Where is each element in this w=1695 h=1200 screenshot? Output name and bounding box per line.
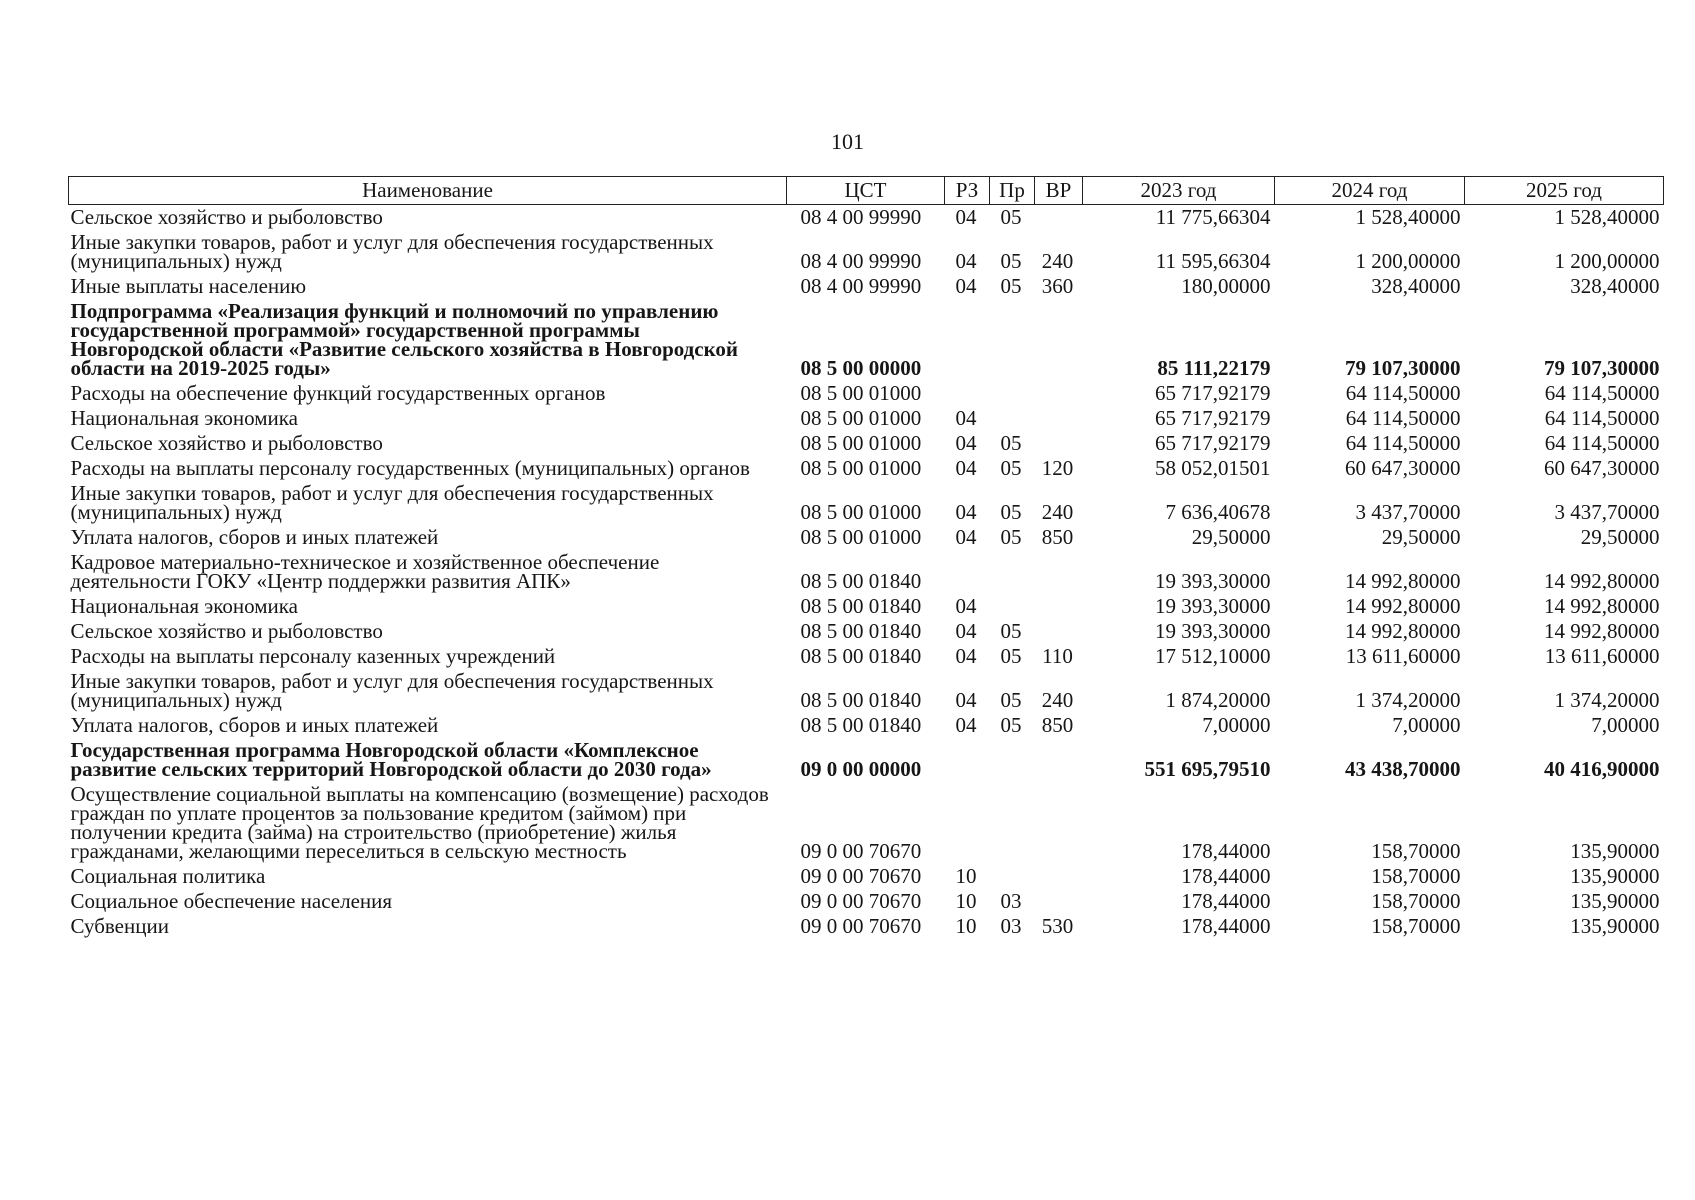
row-rz-cell: 04: [955, 249, 977, 273]
row-rz-cell: 04: [955, 500, 977, 524]
row-rz-cell: 04: [955, 456, 977, 480]
row-2024-cell: 64 114,50000: [1345, 406, 1461, 430]
table-row: [69, 431, 1664, 456]
row-vr-cell: 240: [1041, 500, 1074, 524]
row-2023-cell: 178,44000: [1181, 889, 1271, 913]
row-2025-cell: 29,50000: [1580, 525, 1660, 549]
row-name-cell: Субвенции: [70, 914, 169, 938]
row-vr-cell: 240: [1041, 249, 1074, 273]
row-name-cell: Сельское хозяйство и рыболовство: [70, 205, 383, 229]
table-row: [69, 619, 1664, 644]
row-vr-cell: 850: [1041, 713, 1074, 737]
row-2025-cell: 3 437,70000: [1554, 500, 1660, 524]
row-2024-cell: 64 114,50000: [1345, 431, 1461, 455]
row-cst-cell: 08 5 00 01840: [800, 688, 922, 712]
row-name-cell: Сельское хозяйство и рыболовство: [70, 619, 383, 643]
row-2024-cell: 64 114,50000: [1345, 381, 1461, 405]
row-vr-cell: [1035, 619, 1083, 644]
row-pr-cell: [990, 864, 1035, 889]
row-2025-cell: 14 992,80000: [1544, 569, 1660, 593]
col-header-name: Наименование: [69, 177, 787, 205]
row-cst-cell: 08 4 00 99990: [800, 249, 922, 273]
row-2024-cell: 7,00000: [1392, 713, 1461, 737]
row-rz-cell: 04: [955, 594, 977, 618]
row-rz-cell: 10: [955, 864, 977, 888]
row-rz-cell: 04: [955, 644, 977, 668]
row-rz-cell: [945, 299, 990, 381]
row-2023-cell: 1 874,20000: [1165, 688, 1271, 712]
row-pr-cell: [990, 406, 1035, 431]
row-vr-cell: [1035, 782, 1083, 864]
program-row: [69, 299, 1664, 381]
row-2025-cell: 60 647,30000: [1544, 456, 1660, 480]
page-number: 101: [831, 129, 864, 154]
row-rz-cell: 04: [955, 274, 977, 298]
row-cst-cell: 08 5 00 01000: [800, 381, 922, 405]
table-row: [69, 864, 1664, 889]
row-cst-cell: 08 5 00 01000: [800, 525, 922, 549]
table-row: [69, 381, 1664, 406]
row-name-cell: Национальная экономика: [70, 594, 298, 618]
row-2023-cell: 29,50000: [1191, 525, 1271, 549]
row-cst-cell: 08 5 00 01840: [800, 569, 922, 593]
row-2023-cell: 19 393,30000: [1155, 594, 1271, 618]
row-pr-cell: 05: [1000, 205, 1022, 229]
row-cst-cell: 08 5 00 01000: [800, 431, 922, 455]
table-row: [69, 782, 1664, 864]
row-rz-cell: 04: [955, 431, 977, 455]
program-row: [69, 738, 1664, 782]
row-pr-cell: 05: [1000, 644, 1022, 668]
table-row: [69, 594, 1664, 619]
row-2024-cell: 79 107,30000: [1345, 356, 1461, 380]
row-pr-cell: [990, 381, 1035, 406]
row-vr-cell: 110: [1042, 644, 1073, 668]
row-pr-cell: 05: [1000, 525, 1022, 549]
row-2024-cell: 60 647,30000: [1345, 456, 1461, 480]
row-cst-cell: 08 5 00 01000: [800, 406, 922, 430]
row-2023-cell: 85 111,22179: [1157, 356, 1271, 380]
row-2024-cell: 158,70000: [1371, 889, 1461, 913]
row-2025-cell: 14 992,80000: [1544, 619, 1660, 643]
row-pr-cell: [990, 738, 1035, 782]
row-cst-cell: 09 0 00 70670: [800, 889, 922, 913]
table-row: [69, 481, 1664, 525]
row-2023-cell: 19 393,30000: [1155, 619, 1271, 643]
row-name-cell: Иные закупки товаров, работ и услуг для обеспечения государственных (муниципальных) нужд: [70, 481, 714, 524]
row-name-cell: Иные выплаты населению: [70, 274, 307, 298]
row-name-cell: Кадровое материально-техническое и хозяйственное обеспечение деятельности ГОКУ «Центр поддержки развития АПК»: [70, 550, 660, 593]
row-name-cell: Уплата налогов, сборов и иных платежей: [70, 525, 439, 549]
table-row: [69, 550, 1664, 594]
row-2025-cell: 1 374,20000: [1554, 688, 1660, 712]
table-row: [69, 914, 1664, 939]
row-name-cell: Иные закупки товаров, работ и услуг для обеспечения государственных (муниципальных) нужд: [70, 669, 714, 712]
row-vr-cell: [1035, 381, 1083, 406]
row-cst-cell: 08 5 00 01840: [800, 644, 922, 668]
row-vr-cell: [1035, 864, 1083, 889]
row-2023-cell: 7,00000: [1202, 713, 1271, 737]
row-vr-cell: 120: [1041, 456, 1074, 480]
row-2025-cell: 40 416,90000: [1544, 757, 1660, 781]
row-pr-cell: [990, 782, 1035, 864]
row-name-cell: Расходы на выплаты персоналу казенных учреждений: [70, 644, 556, 668]
row-pr-cell: [990, 299, 1035, 381]
row-2025-cell: 1 528,40000: [1554, 205, 1660, 229]
row-2025-cell: 328,40000: [1570, 274, 1660, 298]
row-cst-cell: 08 5 00 00000: [800, 356, 922, 380]
row-rz-cell: 04: [955, 406, 977, 430]
budget-table: [68, 176, 1664, 939]
row-rz-cell: 04: [955, 619, 977, 643]
row-pr-cell: 05: [1000, 274, 1022, 298]
row-rz-cell: [945, 550, 990, 594]
row-2025-cell: 64 114,50000: [1544, 431, 1660, 455]
table-row: [69, 713, 1664, 738]
col-header-2023: 2023 год: [1083, 177, 1275, 205]
row-cst-cell: 09 0 00 70670: [800, 914, 922, 938]
row-name-cell: Уплата налогов, сборов и иных платежей: [70, 713, 439, 737]
row-2024-cell: 1 374,20000: [1355, 688, 1461, 712]
col-header-2025: 2025 год: [1465, 177, 1664, 205]
row-cst-cell: 09 0 00 70670: [800, 864, 922, 888]
row-cst-cell: 09 0 00 00000: [800, 757, 922, 781]
table-row: [69, 456, 1664, 481]
row-2023-cell: 65 717,92179: [1155, 381, 1271, 405]
row-2023-cell: 58 052,01501: [1155, 456, 1271, 480]
row-pr-cell: 05: [1000, 249, 1022, 273]
row-pr-cell: [990, 594, 1035, 619]
row-2024-cell: 13 611,60000: [1345, 644, 1461, 668]
table-row: [69, 644, 1664, 669]
col-header-cst: ЦСТ: [787, 177, 945, 205]
row-2023-cell: 11 775,66304: [1155, 205, 1271, 229]
row-rz-cell: [945, 782, 990, 864]
row-vr-cell: [1035, 550, 1083, 594]
table-body: [69, 205, 1664, 940]
row-2023-cell: 19 393,30000: [1155, 569, 1271, 593]
row-2025-cell: 7,00000: [1591, 713, 1660, 737]
row-2024-cell: 14 992,80000: [1345, 569, 1461, 593]
row-vr-cell: [1035, 299, 1083, 381]
row-2023-cell: 178,44000: [1181, 864, 1271, 888]
row-rz-cell: 04: [955, 713, 977, 737]
row-2023-cell: 11 595,66304: [1155, 249, 1271, 273]
row-pr-cell: 03: [1000, 889, 1022, 913]
row-cst-cell: 08 4 00 99990: [800, 205, 922, 229]
row-vr-cell: [1035, 738, 1083, 782]
row-name-cell: Сельское хозяйство и рыболовство: [70, 431, 383, 455]
table-row: [69, 205, 1664, 231]
row-vr-cell: [1035, 406, 1083, 431]
table-row: [69, 889, 1664, 914]
row-2024-cell: 29,50000: [1381, 525, 1461, 549]
table-row: [69, 230, 1664, 274]
row-cst-cell: 08 5 00 01840: [800, 713, 922, 737]
row-2025-cell: 1 200,00000: [1554, 249, 1660, 273]
row-vr-cell: 240: [1041, 688, 1074, 712]
row-name-cell: Социальное обеспечение населения: [70, 889, 393, 913]
row-2024-cell: 158,70000: [1371, 839, 1461, 863]
row-2025-cell: 14 992,80000: [1544, 594, 1660, 618]
row-2023-cell: 178,44000: [1181, 839, 1271, 863]
row-name-cell: Расходы на обеспечение функций государственных органов: [70, 381, 606, 405]
row-cst-cell: 08 4 00 99990: [800, 274, 922, 298]
row-pr-cell: 05: [1000, 456, 1022, 480]
col-header-2024: 2024 год: [1275, 177, 1465, 205]
row-rz-cell: 04: [955, 205, 977, 229]
row-vr-cell: [1035, 594, 1083, 619]
row-2024-cell: 1 200,00000: [1355, 249, 1461, 273]
row-name-cell: Национальная экономика: [70, 406, 298, 430]
row-2025-cell: 135,90000: [1570, 889, 1660, 913]
table-row: [69, 525, 1664, 550]
row-name-cell: Государственная программа Новгородской области «Комплексное развитие сельских территорий Новгородской области до 2030 года»: [70, 738, 712, 781]
row-pr-cell: 05: [1000, 500, 1022, 524]
row-2024-cell: 14 992,80000: [1345, 594, 1461, 618]
row-rz-cell: 04: [955, 525, 977, 549]
row-pr-cell: 03: [1000, 914, 1022, 938]
row-name-cell: Подпрограмма «Реализация функций и полномочий по управлению государственной программой» государственной программы Новгородской области «Развитие сельского хозяйства в Новгородской области на 2019-2025 годы»: [70, 299, 739, 380]
row-2023-cell: 180,00000: [1181, 274, 1271, 298]
row-2024-cell: 43 438,70000: [1345, 757, 1461, 781]
row-pr-cell: 05: [1000, 688, 1022, 712]
row-name-cell: Расходы на выплаты персоналу государственных (муниципальных) органов: [70, 456, 750, 480]
row-name-cell: Социальная политика: [70, 864, 266, 888]
row-cst-cell: 08 5 00 01000: [800, 456, 922, 480]
row-2025-cell: 79 107,30000: [1544, 356, 1660, 380]
row-rz-cell: [945, 738, 990, 782]
row-2025-cell: 13 611,60000: [1544, 644, 1660, 668]
row-name-cell: Иные закупки товаров, работ и услуг для обеспечения государственных (муниципальных) нужд: [70, 230, 714, 273]
row-2023-cell: 178,44000: [1181, 914, 1271, 938]
table-row: [69, 669, 1664, 713]
row-pr-cell: 05: [1000, 431, 1022, 455]
row-cst-cell: 08 5 00 01000: [800, 500, 922, 524]
row-2024-cell: 1 528,40000: [1355, 205, 1461, 229]
row-vr-cell: [1035, 205, 1083, 231]
row-cst-cell: 09 0 00 70670: [800, 839, 922, 863]
row-2024-cell: 3 437,70000: [1355, 500, 1461, 524]
row-2023-cell: 65 717,92179: [1155, 431, 1271, 455]
row-rz-cell: 04: [955, 688, 977, 712]
row-cst-cell: 08 5 00 01840: [800, 619, 922, 643]
row-vr-cell: 530: [1041, 914, 1074, 938]
row-vr-cell: 360: [1041, 274, 1074, 298]
col-header-vr: ВР: [1035, 177, 1083, 205]
row-rz-cell: 10: [955, 889, 977, 913]
row-2024-cell: 158,70000: [1371, 864, 1461, 888]
row-2024-cell: 158,70000: [1371, 914, 1461, 938]
row-vr-cell: [1035, 889, 1083, 914]
row-pr-cell: [990, 550, 1035, 594]
row-2023-cell: 551 695,79510: [1144, 757, 1271, 781]
row-2025-cell: 135,90000: [1570, 864, 1660, 888]
col-header-rz: РЗ: [945, 177, 990, 205]
table-row: [69, 406, 1664, 431]
row-2023-cell: 65 717,92179: [1155, 406, 1271, 430]
row-2023-cell: 17 512,10000: [1155, 644, 1271, 668]
row-pr-cell: 05: [1000, 619, 1022, 643]
row-2023-cell: 7 636,40678: [1165, 500, 1271, 524]
row-2024-cell: 14 992,80000: [1345, 619, 1461, 643]
col-header-pr: Пр: [990, 177, 1035, 205]
row-vr-cell: 850: [1041, 525, 1074, 549]
row-2025-cell: 135,90000: [1570, 839, 1660, 863]
row-2025-cell: 64 114,50000: [1544, 381, 1660, 405]
table-header-row: [69, 177, 1664, 205]
row-2025-cell: 135,90000: [1570, 914, 1660, 938]
row-pr-cell: 05: [1000, 713, 1022, 737]
row-cst-cell: 08 5 00 01840: [800, 594, 922, 618]
row-vr-cell: [1035, 431, 1083, 456]
row-rz-cell: [945, 381, 990, 406]
row-rz-cell: 10: [955, 914, 977, 938]
row-2024-cell: 328,40000: [1371, 274, 1461, 298]
row-2025-cell: 64 114,50000: [1544, 406, 1660, 430]
row-name-cell: Осуществление социальной выплаты на компенсацию (возмещение) расходов граждан по уплате процентов за пользование кредитом (займом) при получении кредита (займа) на строительство (приобретение) жилья гражданами, желающими переселиться в сельскую местность: [70, 782, 769, 863]
table-row: [69, 274, 1664, 299]
